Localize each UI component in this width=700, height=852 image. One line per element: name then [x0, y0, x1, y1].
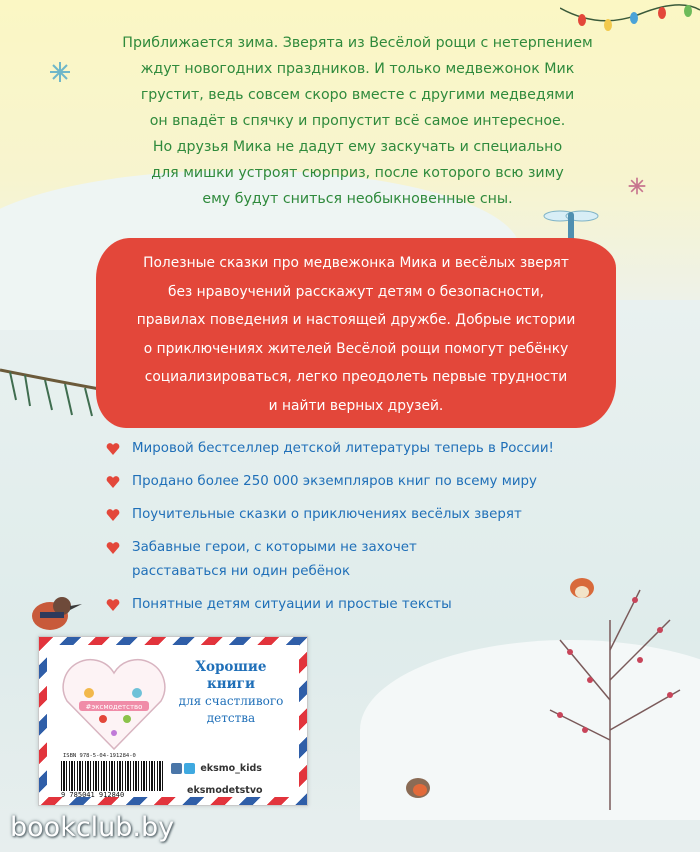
intro-line: Но друзья Мика не дадут ему заскучать и специально [152, 139, 563, 155]
highlight-line: о приключениях жителей Весёлой рощи помогут ребёнку [143, 340, 569, 357]
intro-line: грустит, ведь совсем скоро вместе с другими медведями [140, 87, 575, 103]
isbn-text: ISBN 978-5-04-191284-0 [63, 753, 136, 759]
heart-logo-label: #эксмодетство [85, 703, 143, 711]
heart-bullet-icon [106, 542, 120, 554]
list-item [104, 503, 624, 527]
intro-line: ждут новогодних праздников. И только медвежонок Мик [140, 61, 575, 77]
list-item-text: Поучительные сказки о приключениях весёлых зверят [132, 507, 522, 522]
robin-icon [398, 768, 438, 802]
highlight-paragraph [110, 249, 602, 420]
list-item-text: Понятные детям ситуации и простые тексты [132, 597, 452, 612]
intro-line: для мишки устроят сюрприз, после которого всю зиму [151, 165, 564, 181]
highlight-line: социализироваться, легко преодолеть первые трудности [144, 369, 568, 385]
intro-paragraph [70, 30, 645, 212]
intro-line: Приближается зима. Зверята из Весёлой рощи с нетерпением [122, 35, 593, 51]
watermark: bookclub.by [10, 812, 175, 843]
list-item-text: Забавные герои, с которыми не захочет расставаться ни один ребёнок [132, 540, 417, 579]
heart-bullet-icon [106, 476, 120, 488]
feature-list [104, 437, 624, 626]
intro-line: ему будут сниться необыкновенные сны. [202, 191, 513, 207]
card-title-line: Хорошие [195, 659, 267, 675]
card-title [171, 659, 291, 727]
social-handle-text: eksmo_kids [200, 763, 262, 774]
publisher-card [38, 636, 308, 806]
intro-line: он впадёт в спячку и пропустит всё самое интересное. [149, 113, 566, 129]
heart-bullet-icon [106, 509, 120, 521]
highlight-line: правилах поведения и настоящей дружбе. Добрые истории [136, 312, 576, 328]
card-title-line: книги [207, 676, 255, 692]
barcode-number: 9 785041 912840 [61, 791, 125, 799]
list-item [104, 470, 624, 494]
list-item [104, 437, 624, 461]
list-item-text: Мировой бестселлер детской литературы теперь в России! [132, 441, 554, 456]
website-text: eksmodetstvo [187, 785, 263, 796]
list-item-text: Продано более 250 000 экземпляров книг по всему миру [132, 474, 537, 489]
card-title-line: для счастливого [178, 694, 284, 708]
highlight-line: и найти верных друзей. [268, 397, 444, 414]
pine-branch-decoration [0, 340, 110, 420]
heart-logo [59, 657, 169, 753]
list-item [104, 536, 462, 584]
highlight-line: Полезные сказки про медвежонка Мика и весёлых зверят [143, 255, 569, 271]
card-title-line: детства [206, 711, 256, 725]
snowflake-icon [48, 60, 72, 84]
vk-icon [171, 763, 182, 774]
social-handle [171, 763, 262, 774]
heart-bullet-icon [106, 443, 120, 455]
list-item [104, 593, 624, 617]
bird-icon [10, 582, 90, 642]
telegram-icon [184, 763, 195, 774]
heart-bullet-icon [106, 599, 120, 611]
highlight-line: без нравоучений расскажут детям о безопасности, [167, 283, 545, 300]
card-body [47, 645, 299, 797]
barcode [61, 761, 165, 791]
